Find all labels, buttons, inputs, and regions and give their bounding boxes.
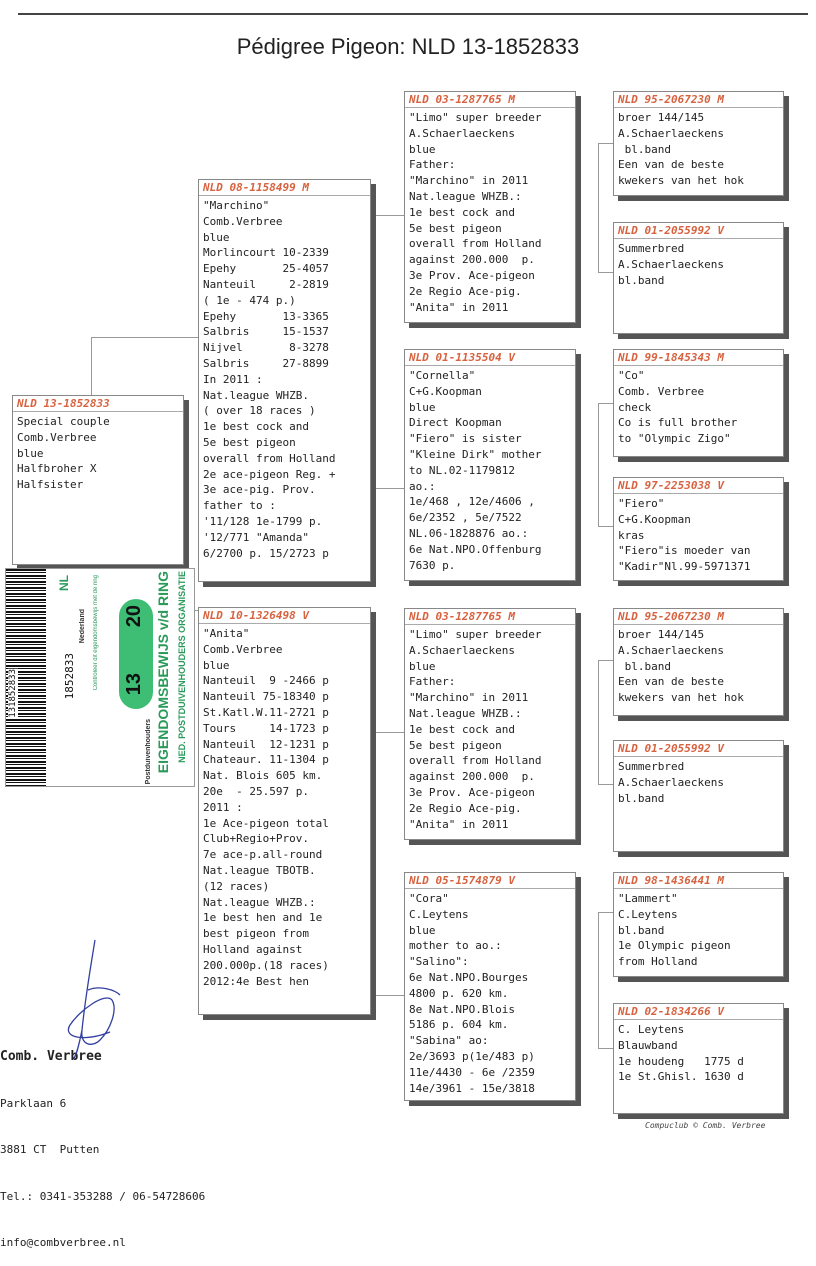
pedigree-line: 2e/3693 p(1e/483 p) (409, 1049, 535, 1063)
badge-year-a: 20 (123, 605, 145, 628)
signature (40, 930, 150, 1060)
badge-logo-text: Postduivenhouders (145, 719, 152, 785)
pedigree-line: 7e ace-p.all-round (203, 848, 323, 862)
pedigree-line: 1e best hen and 1e (203, 911, 323, 925)
ff-box (404, 91, 576, 323)
pedigree-line: Father: (409, 675, 456, 689)
pedigree-line: "Limo" super breeder (409, 111, 542, 124)
pedigree-line: A.Schaerlaeckens (618, 257, 724, 271)
subject-box (12, 395, 184, 565)
pedigree-line: "Cornella" (409, 369, 476, 382)
pedigree-line: In 2011 : (203, 372, 263, 386)
fmf-box (613, 349, 784, 457)
pedigree-line: Salbris 15-1537 (203, 325, 329, 339)
pedigree-line: 2011 : (203, 800, 243, 814)
pedigree-line: 7630 p. (409, 558, 456, 572)
pedigree-line: to "Olympic Zigo" (618, 432, 731, 446)
ring-number: NLD 10-1326498 V (199, 609, 370, 624)
pedigree-line: "Sabina" ao: (409, 1034, 489, 1048)
phone-line: Tel.: 0341-353288 / 06-54728606 (0, 1189, 206, 1203)
pedigree-line: blue (409, 923, 436, 937)
pedigree-line: Salbris 27-8899 (203, 356, 329, 370)
pedigree-line: Co is full brother (618, 416, 738, 430)
pedigree-line: 3e Prov. Ace-pigeon (409, 268, 535, 282)
father-box (198, 179, 371, 582)
pedigree-line: 1e houdeng 1775 d (618, 1054, 744, 1068)
pedigree-line: 2012:4e Best hen (203, 974, 309, 988)
pedigree-line: Nat.league WHZB.: (203, 895, 316, 909)
pedigree-line: "Salino": (409, 955, 469, 969)
pedigree-line: bl.band (618, 791, 665, 805)
pedigree-line: best pigeon from (203, 927, 309, 941)
pedigree-line: 1e Olympic pigeon (618, 939, 731, 953)
pedigree-line: A.Schaerlaeckens (409, 643, 515, 657)
pedigree-line: C+G.Koopman (618, 512, 691, 526)
pedigree-line: overall from Holland (203, 451, 336, 465)
pedigree-line: 5186 p. 604 km. (409, 1018, 509, 1032)
pedigree-line: Nat.league TBOTB. (203, 863, 316, 877)
pedigree-line: Comb. Verbree (618, 384, 705, 398)
badge-country: NL (57, 575, 71, 591)
pedigree-line: 6/2700 p. 15/2723 p (203, 546, 329, 560)
pedigree-line: "Marchino" in 2011 (409, 691, 529, 705)
pedigree-line: 1e best cock and (409, 205, 515, 219)
mmf-box (613, 872, 784, 977)
email-line: info@combverbree.nl (0, 1236, 126, 1249)
ring-number: NLD 98-1436441 M (614, 874, 783, 889)
pedigree-line: blue (409, 142, 436, 156)
pedigree-line: Epehy 25-4057 (203, 262, 329, 276)
pedigree-line: 20e - 25.597 p. (203, 784, 309, 798)
pedigree-line: Holland against (203, 942, 303, 956)
pedigree-line: Summerbred (618, 242, 685, 255)
fm-box (404, 349, 576, 581)
pedigree-line: 1e best cock and (203, 420, 309, 434)
mother-box (198, 607, 371, 1015)
pedigree-line: ( over 18 races ) (203, 404, 316, 418)
pedigree-line: blue (409, 659, 436, 673)
pedigree-line: "Co" (618, 369, 645, 382)
pedigree-line: bl.band (618, 923, 665, 937)
pedigree-line: Halfbroher X (17, 462, 97, 476)
pedigree-line: mother to ao.: (409, 939, 502, 953)
pedigree-line: 6e Nat.NPO.Bourges (409, 970, 529, 984)
badge-year-b: 13 (123, 673, 145, 696)
pedigree-line: "Fiero"is moeder van (618, 544, 751, 558)
pedigree-line: to NL.02-1179812 (409, 463, 515, 477)
pedigree-line: 8e Nat.NPO.Blois (409, 1002, 515, 1016)
pedigree-line: C.Leytens (409, 907, 469, 921)
pedigree-line: kwekers van het hok (618, 691, 744, 705)
pedigree-line: "Anita" in 2011 (409, 817, 509, 831)
ring-number: NLD 95-2067230 M (614, 93, 783, 108)
pedigree-line: "Kleine Dirk" mother (409, 447, 542, 461)
credit-line: Compuclub © Comb. Verbree (645, 1121, 766, 1130)
pedigree-line: Nanteuil 12-1231 p (203, 737, 329, 751)
mff-box (613, 608, 784, 716)
pedigree-line: C+G.Koopman (409, 384, 482, 398)
pedigree-line: 14e/3961 - 15e/3818 (409, 1081, 535, 1095)
pedigree-line: Comb.Verbree (203, 214, 283, 228)
ring-number: NLD 05-1574879 V (405, 874, 575, 889)
mmm-box (613, 1003, 784, 1114)
pedigree-line: overall from Holland (409, 754, 542, 768)
pedigree-line: Comb.Verbree (17, 430, 97, 444)
pedigree-line: 11e/4430 - 6e /2359 (409, 1065, 535, 1079)
pedigree-line: bl.band (618, 273, 665, 287)
pedigree-line: against 200.000 p. (409, 770, 535, 784)
ownership-certificate (5, 568, 195, 787)
pedigree-line: 3e Prov. Ace-pigeon (409, 785, 535, 799)
pedigree-line: Nat.league WHZB.: (409, 706, 522, 720)
badge-small-text: Controleer dit eigendomsbewijs met de ring (93, 575, 99, 691)
pedigree-line: Chateaur. 11-1304 p (203, 753, 329, 767)
pedigree-line: "Anita" in 2011 (409, 300, 509, 314)
badge-org: NED. POSTDUIVENHOUDERS ORGANISATIE (177, 571, 187, 763)
ring-number: NLD 13-1852833 (13, 397, 183, 412)
pedigree-line: "Lammert" (618, 892, 678, 905)
pedigree-line: 6e Nat.NPO.Offenburg (409, 542, 542, 556)
pedigree-line: Nanteuil 9 -2466 p (203, 674, 329, 688)
pedigree-line: overall from Holland (409, 237, 542, 251)
city-line: 3881 CT Putten (0, 1143, 100, 1156)
breeder-name: Comb. Verbree (0, 1049, 102, 1064)
pedigree-line: from Holland (618, 955, 698, 969)
address-line: Parklaan 6 (0, 1096, 67, 1110)
pedigree-line: 1e/468 , 12e/4606 , (409, 495, 535, 509)
pedigree-line: A.Schaerlaeckens (409, 126, 515, 140)
connector-father (373, 215, 406, 489)
pedigree-line: 1e best cock and (409, 722, 515, 736)
ring-number: NLD 08-1158499 M (199, 181, 370, 196)
pedigree-line: ( 1e - 474 p.) (203, 293, 296, 307)
page-title: Pédigree Pigeon: NLD 13-1852833 (236, 34, 580, 59)
pedigree-line: 2e Regio Ace-pig. (409, 801, 522, 815)
ring-number: NLD 01-1135504 V (405, 351, 575, 366)
pedigree-line: A.Schaerlaeckens (618, 775, 724, 789)
pedigree-line: Nat.league WHZB. (203, 388, 309, 402)
mm-box (404, 872, 576, 1101)
pedigree-line: Direct Koopman (409, 416, 502, 430)
pedigree-line: Father: (409, 158, 456, 172)
pedigree-line: "Marchino" (203, 199, 270, 212)
pedigree-line: 2e ace-pigeon Reg. + (203, 467, 336, 481)
ring-number: NLD 97-2253038 V (614, 479, 783, 494)
pedigree-line: (12 races) (203, 879, 270, 893)
pedigree-line: 6e/2352 , 5e/7522 (409, 511, 522, 525)
pedigree-line: blue (409, 400, 436, 414)
fmm-box (613, 477, 784, 581)
pedigree-line: 5e best pigeon (409, 738, 502, 752)
pedigree-line: A.Schaerlaeckens (618, 126, 724, 140)
pedigree-line: 5e best pigeon (409, 221, 502, 235)
pedigree-line: ao.: (409, 479, 436, 493)
pedigree-line: 200.000p.(18 races) (203, 958, 329, 972)
pedigree-line: Morlincourt 10-2339 (203, 246, 329, 260)
pedigree-line: '11/128 1e-1799 p. (203, 514, 323, 528)
pedigree-line: father to : (203, 499, 276, 513)
mf-box (404, 608, 576, 840)
pedigree-line: '12/771 "Amanda" (203, 530, 309, 544)
top-rule (18, 13, 808, 15)
pedigree-line: NL.06-1828876 ao.: (409, 526, 529, 540)
pedigree-line: Nanteuil 75-18340 p (203, 690, 329, 704)
pedigree-line: Special couple (17, 415, 110, 428)
pedigree-line: blue (17, 446, 44, 460)
pedigree-line: kras (618, 528, 645, 542)
pedigree-line: Tours 14-1723 p (203, 721, 329, 735)
pedigree-line: bl.band (618, 659, 671, 673)
pedigree-line: Halfsister (17, 478, 84, 492)
ring-number: NLD 03-1287765 M (405, 93, 575, 108)
ring-number: NLD 01-2055992 V (614, 742, 783, 757)
connector-mother (373, 732, 406, 996)
badge-number: 1852833 (63, 653, 76, 700)
ring-number: NLD 02-1834266 V (614, 1005, 783, 1020)
pedigree-line: St.Katl.W.11-2721 p (203, 705, 329, 719)
pedigree-line: Een van de beste (618, 675, 724, 689)
pedigree-line: Een van de beste (618, 158, 724, 172)
pedigree-line: against 200.000 p. (409, 253, 535, 267)
pedigree-line: "Limo" super breeder (409, 628, 542, 641)
pedigree-line: broer 144/145 (618, 628, 705, 641)
pedigree-line: broer 144/145 (618, 111, 705, 124)
pedigree-line: C. Leytens (618, 1023, 685, 1036)
pedigree-line: "Anita" (203, 627, 250, 640)
ring-number: NLD 03-1287765 M (405, 610, 575, 625)
ring-number: NLD 95-2067230 M (614, 610, 783, 625)
pedigree-line: C.Leytens (618, 907, 678, 921)
pedigree-line: Nijvel 8-3278 (203, 341, 329, 355)
pedigree-line: "Fiero" (618, 497, 665, 510)
mfm-box (613, 740, 784, 852)
badge-title: EIGENDOMSBEWIJS v/d RING (155, 571, 171, 774)
ring-number: NLD 99-1845343 M (614, 351, 783, 366)
pedigree-line: "Cora" (409, 892, 449, 905)
pedigree-line: Nat.league WHZB.: (409, 189, 522, 203)
pedigree-line: 5e best pigeon (203, 435, 296, 449)
pedigree-line: 4800 p. 620 km. (409, 986, 509, 1000)
pedigree-line: check (618, 400, 652, 414)
pedigree-line: 2e Regio Ace-pig. (409, 284, 522, 298)
pedigree-line: 1e St.Ghisl. 1630 d (618, 1070, 744, 1084)
ffm-box (613, 222, 784, 334)
pedigree-line: Comb.Verbree (203, 642, 283, 656)
pedigree-line: kwekers van het hok (618, 174, 744, 188)
pedigree-line: A.Schaerlaeckens (618, 643, 724, 657)
pedigree-line: bl.band (618, 142, 671, 156)
pedigree-line: Nat. Blois 605 km. (203, 769, 323, 783)
pedigree-line: 3e ace-pig. Prov. (203, 483, 316, 497)
pedigree-line: Summerbred (618, 760, 685, 773)
pedigree-line: Club+Regio+Prov. (203, 832, 309, 846)
pedigree-line: Blauwband (618, 1038, 678, 1052)
pedigree-line: Epehy 13-3365 (203, 309, 329, 323)
ring-number: NLD 01-2055992 V (614, 224, 783, 239)
badge-country-label: Nederland (79, 609, 86, 644)
pedigree-line: "Marchino" in 2011 (409, 174, 529, 188)
pedigree-line: blue (203, 658, 230, 672)
fff-box (613, 91, 784, 196)
pedigree-line: Nanteuil 2-2819 (203, 277, 329, 291)
pedigree-line: 1e Ace-pigeon total (203, 816, 329, 830)
pedigree-line: "Fiero" is sister (409, 432, 522, 446)
pedigree-line: "Kadir"Nl.99-5971371 (618, 560, 751, 574)
barcode-number: 131852833 (8, 669, 18, 718)
pedigree-line: blue (203, 230, 230, 244)
